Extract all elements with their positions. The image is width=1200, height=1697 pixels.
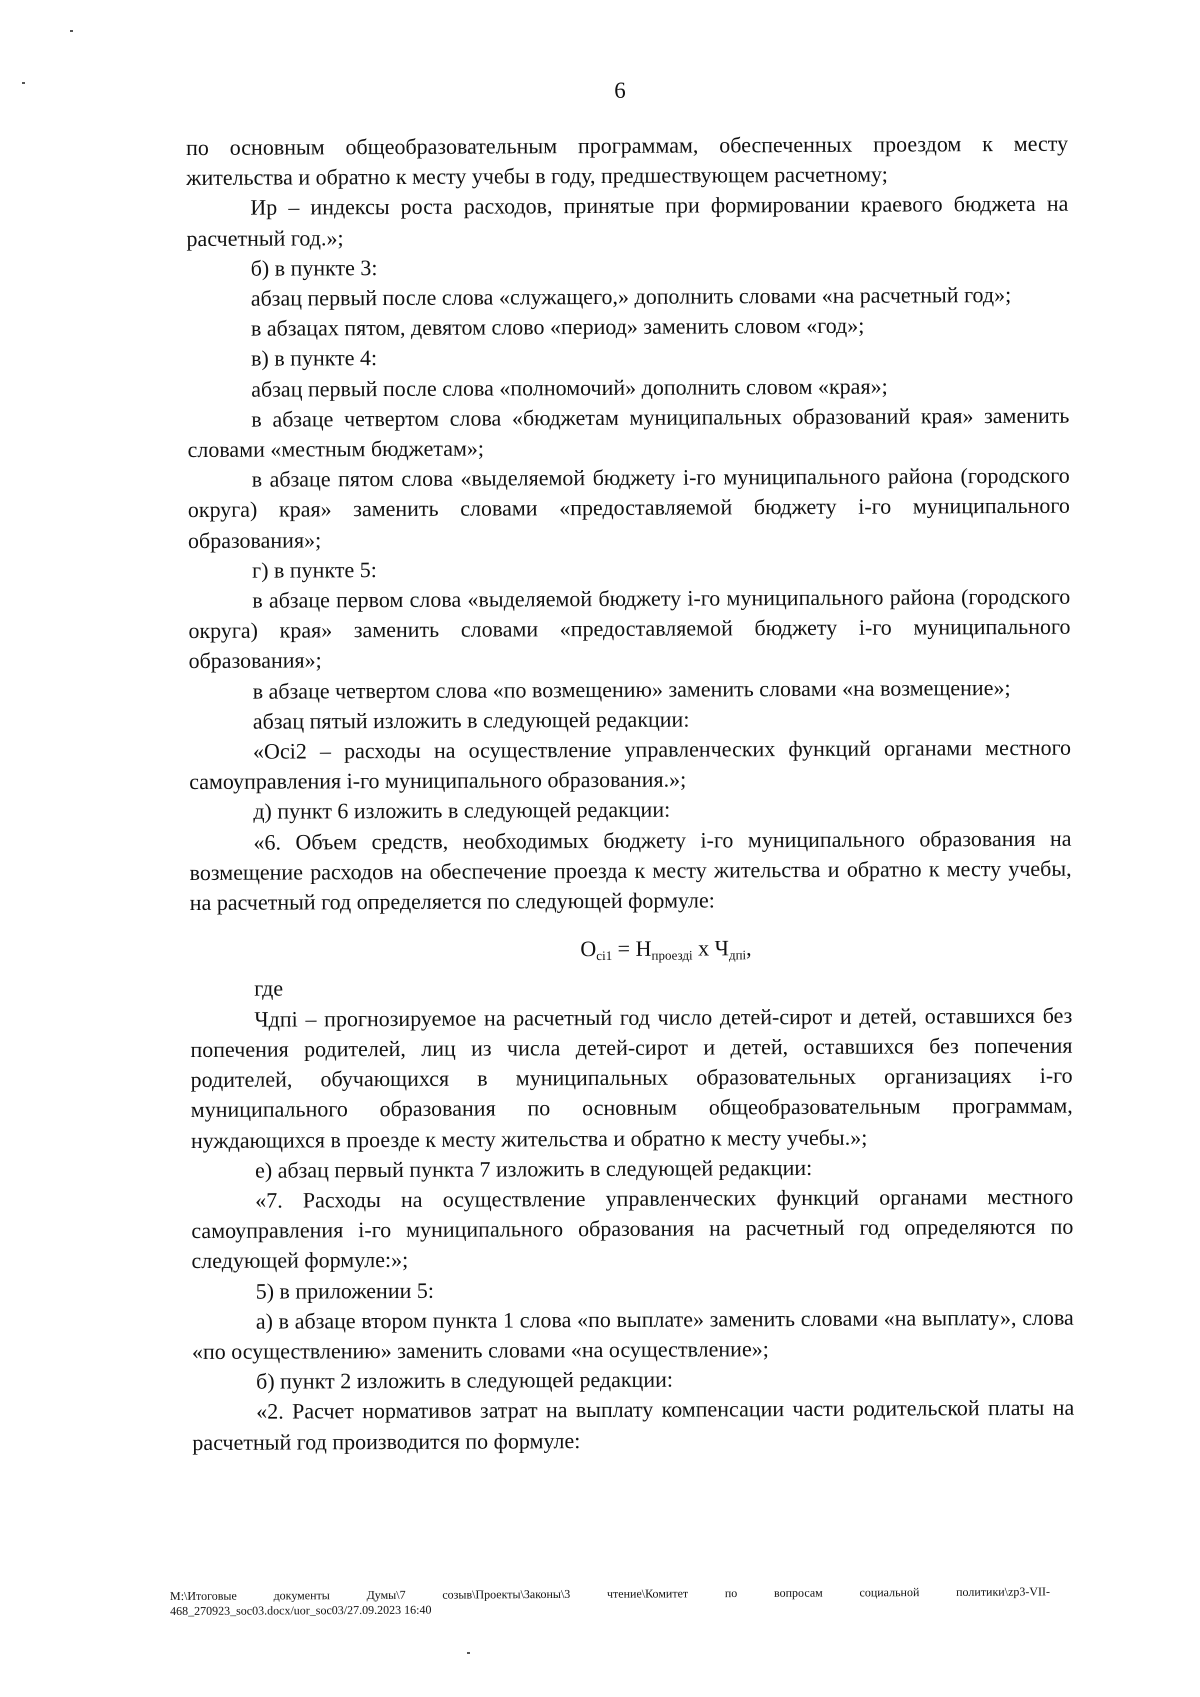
paragraph: Чдпi – прогнозируемое на расчетный год число детей-сирот и детей, оставшихся без попечения родителей, лиц из числа детей-сирот и детей, оставшихся без попечения родителей, обучающихся в муниципальных образовательных организациях i-го муниципального образования по основным общеобразовательным программам, нуждающихся в проезде к месту жительства и обратно к месту учебы.»; <box>190 1002 1073 1153</box>
scan-speck <box>70 30 73 32</box>
formula-tail: , <box>746 935 752 961</box>
paragraph: в абзацах пятом, девятом слово «период» заменить словом «год»; <box>250 312 865 341</box>
scan-speck <box>22 82 25 84</box>
formula-rhs-sub: дпi <box>728 947 747 963</box>
paragraphs-before-formula <box>186 129 1072 919</box>
page-number: 6 <box>614 78 626 103</box>
formula-lhs-sub: сi1 <box>596 948 613 964</box>
paragraph: абзац первый после слова «полномочий» дополнить словом «края»; <box>251 373 888 402</box>
paragraph: г) в пункте 5: <box>252 556 377 583</box>
document-body <box>186 129 1074 1458</box>
paragraph: абзац первый после слова «служащего,» дополнить словами «на расчетный год»; <box>250 281 1012 311</box>
paragraph: по основным общеобразовательным программам, обеспеченных проездом к месту жительства и обратно к месту учебы в году, предшествующем расчетному; <box>186 130 1069 191</box>
paragraph: д) пункт 6 изложить в следующей редакции: <box>253 797 671 825</box>
formula-op: х Ч <box>692 935 729 961</box>
footer-path-line-2: 468_270923_soc03.docx/uor_soc03/27.09.2023 16:40 <box>170 1602 432 1618</box>
paragraph: абзац пятый изложить в следующей редакции: <box>252 706 690 734</box>
paragraph: где <box>254 976 284 1002</box>
paragraph: «7. Расходы на осуществление управленческих функций органами местного самоуправления i-го муниципального образования на расчетный год определяются по следующей формуле:»; <box>191 1183 1074 1274</box>
formula <box>190 932 1072 967</box>
paragraph: в абзаце четвертом слова «бюджетам муниципальных образований края» заменить словами «местным бюджетам»; <box>187 402 1070 463</box>
paragraph: 5) в приложении 5: <box>255 1277 435 1304</box>
paragraph: б) пункт 2 изложить в следующей редакции: <box>256 1366 674 1394</box>
scan-speck <box>467 1652 470 1654</box>
footer-path-line-1: M:\Итоговые документы Думы\7 созыв\Проекты\Законы\3 чтение\Комитет по вопросам социальной политики\zp3-VII- <box>170 1584 1051 1603</box>
paragraph: в абзаце пятом слова «выделяемой бюджету i-го муниципального района (городского округа) края» заменить словами «предоставляемой бюджету i-го муниципального образования»; <box>187 462 1070 553</box>
formula-lhs: О <box>580 936 597 962</box>
paragraph: в абзаце четвертом слова «по возмещению» заменить словами «на возмещение»; <box>252 674 1011 704</box>
paragraph: а) в абзаце втором пункта 1 слова «по выплате» заменить словами «на выплату», слова «по осуществлению» заменить словами «на осуществление»; <box>191 1304 1074 1364</box>
paragraph: е) абзац первый пункта 7 изложить в следующей редакции: <box>255 1154 813 1183</box>
paragraphs-after-formula <box>190 970 1074 1458</box>
paragraph: в) в пункте 4: <box>251 345 378 372</box>
formula-eq: = Н <box>612 936 652 962</box>
paragraph: Ир – индексы роста расходов, принятые при формировании краевого бюджета на расчетный год.»; <box>186 191 1069 251</box>
formula-mid-sub: проездi <box>651 947 693 964</box>
paragraph: «Осi2 – расходы на осуществление управленческих функций органами местного самоуправления i-го муниципального образования.»; <box>189 734 1072 795</box>
paragraph: «6. Объем средств, необходимых бюджету i-го муниципального образования на возмещение расходов на обеспечение проезда к месту жительства и обратно к месту учебы, на расчетный год определяется по следующей формуле: <box>189 825 1072 916</box>
paragraph: в абзаце первом слова «выделяемой бюджету i-го муниципального района (городского округа) края» заменить словами «предоставляемой бюджету i-го муниципального образования»; <box>188 583 1071 674</box>
paragraph: «2. Расчет нормативов затрат на выплату компенсации части родительской платы на расчетный год производится по формуле: <box>192 1395 1075 1455</box>
paragraph: б) в пункте 3: <box>250 254 378 281</box>
file-path-footer <box>170 1584 1050 1619</box>
